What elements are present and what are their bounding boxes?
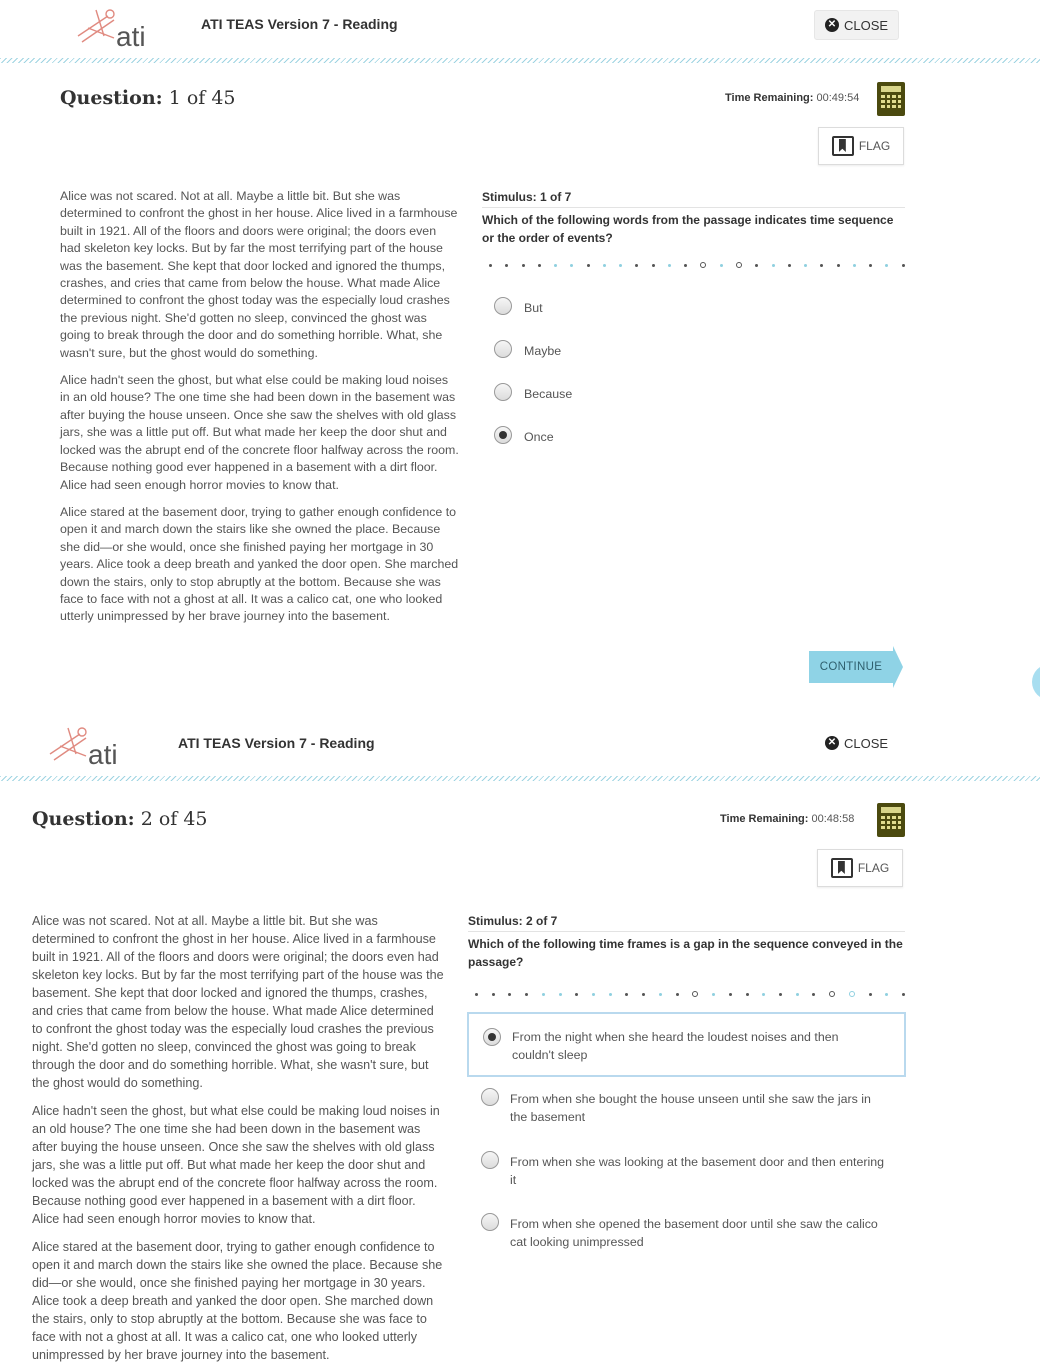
passage-paragraph: Alice was not scared. Not at all. Maybe a little bit. But she was determined to confront the ghost in her house. Alice lived in a farmhouse built in 1921. All of the floors and doors were original; the doors even had skeleton key locks. But by far the most terrifying part of the house was the basement. She kept that door locked and ignored the thumps, crashes, and cries that came from below the house. What made Alice determined to confront the ghost today was the especially loud crashes the previous night. She'd gotten no sleep, convinced the ghost was going to break through the door and do something horrible. What, she wasn't sure, but the ghost would do something. [60,189,458,360]
progress-dot [684,264,687,267]
question-screen-2 [0,718,1040,1372]
progress-dots [475,991,905,997]
svg-text:ati: ati [88,739,118,768]
progress-dot [885,993,888,996]
continue-button[interactable]: CONTINUE [809,651,893,683]
close-label: CLOSE [844,17,889,33]
answer-option-selected[interactable] [494,426,554,446]
progress-dot [676,993,679,996]
flag-button[interactable] [818,127,904,165]
progress-dot [489,264,492,267]
radio-button-selected[interactable] [483,1028,501,1046]
app-title: ATI TEAS Version 7 - Reading [201,16,398,32]
progress-dot [575,993,578,996]
progress-dot [902,264,905,267]
progress-dot [796,993,799,996]
flag-label: FLAG [858,139,891,153]
progress-dot [642,993,645,996]
option-label: From when she bought the house unseen until she saw the jars in the basement [510,1092,871,1124]
progress-dots [489,262,905,268]
answer-option-selected[interactable] [467,1012,906,1077]
option-label: Because [524,387,573,401]
progress-dot [635,264,638,267]
progress-dot [592,993,595,996]
progress-dot [554,264,557,267]
question-text: Which of the following time frames is a gap in the sequence conveyed in the passage? [468,937,903,969]
radio-button[interactable] [481,1088,499,1106]
progress-dot [820,264,823,267]
close-icon: ✕ [825,18,839,32]
progress-dot [804,264,807,267]
progress-dot [652,264,655,267]
progress-dot [700,262,706,268]
progress-dot [788,264,791,267]
progress-dot [869,264,872,267]
header-divider [0,776,1040,781]
progress-dot [619,264,622,267]
calculator-icon[interactable] [877,82,905,116]
progress-dot [542,993,545,996]
progress-dot [625,993,628,996]
close-button[interactable] [814,10,899,40]
progress-dot [668,264,671,267]
progress-dot [508,993,511,996]
calculator-icon[interactable] [877,803,905,837]
progress-dot [837,264,840,267]
close-button[interactable] [815,728,898,758]
progress-dot [829,991,835,997]
passage-paragraph: Alice was not scared. Not at all. Maybe a little bit. But she was determined to confront the ghost in her house. Alice lived in a farmhouse built in 1921. All of the floors and doors were original; the doors even had skeleton key locks. But by far the most terrifying part of the house was the basement. She kept that door locked and ignored the thumps, crashes, and cries that came from below the house. What made Alice determined to confront the ghost today was the especially loud crashes the previous night. She'd gotten no sleep, convinced the ghost was going to break through the door and do something horrible. What, she wasn't sure, but the ghost would do something. [32,914,444,1090]
answer-option[interactable] [494,383,572,403]
progress-dot [729,993,732,996]
progress-dot [609,993,612,996]
answer-option[interactable] [481,1213,891,1251]
progress-dot [559,993,562,996]
progress-dot [505,264,508,267]
passage-paragraph: Alice stared at the basement door, trying to gather enough confidence to open it and march down the stairs like she owned the place. Because she did—or she would, once she finished paying her mortgage in 30 years. Alice took a deep breath and yanked the door open. She marched down the stairs, only to stop abruptly at the bottom. Because she was face to face with not a ghost at all. It was a calico cat, one who looked utterly unimpressed by her brave journey into the basement. [60,504,459,624]
question-text: Which of the following words from the passage indicates time sequence or the order of events? [482,213,894,245]
flag-button[interactable] [817,849,903,887]
progress-dot [849,991,855,997]
progress-dot [492,993,495,996]
progress-dot [659,993,662,996]
app-title: ATI TEAS Version 7 - Reading [178,735,375,751]
progress-dot [902,993,905,996]
svg-text:ati: ati [116,21,146,50]
progress-dot [720,264,723,267]
progress-dot [746,993,749,996]
passage-paragraph: Alice hadn't seen the ghost, but what else could be making loud noises in an old house? The one time she had been down in the basement was after buying the house unseen. Once she saw the shelves with old glass jars, she was a little put off. But what made her keep the door shut and locked was the abrupt end of the concrete floor halfway across the room. Because nothing good ever happened in a basement with a dirt floor. Alice had seen enough horror movies to know that. [32,1104,440,1226]
radio-button[interactable] [494,340,512,358]
close-icon: ✕ [825,736,839,750]
option-label: But [524,301,543,315]
radio-button-selected[interactable] [494,426,512,444]
progress-dot [525,993,528,996]
flag-icon [831,858,853,878]
stimulus-block [468,914,905,971]
ati-logo [46,724,130,768]
progress-dot [475,993,478,996]
radio-button[interactable] [494,383,512,401]
option-label: Maybe [524,344,562,358]
progress-dot [522,264,525,267]
time-remaining: Time Remaining: 00:48:58 [720,813,855,825]
progress-dot [812,993,815,996]
option-label: From when she was looking at the basement door and then entering it [510,1155,885,1187]
radio-button[interactable] [494,297,512,315]
progress-dot [869,993,872,996]
passage-paragraph: Alice stared at the basement door, trying to gather enough confidence to open it and march down the stairs like she owned the place. Because she did—or she would, once she finished paying her mortgage in 30 years. Alice took a deep breath and yanked the door open. She marched down the stairs, only to stop abruptly at the bottom. Because she was face to face with not a ghost at all. It was a calico cat, one who looked utterly unimpressed by her brave journey into the basement. [32,1240,443,1362]
progress-dot [736,262,742,268]
progress-dot [712,993,715,996]
top-bar [0,718,1040,776]
progress-dot [570,264,573,267]
close-label: CLOSE [844,735,889,751]
radio-button[interactable] [481,1151,499,1169]
progress-dot [779,993,782,996]
option-label: Once [524,430,554,444]
ati-logo [74,6,158,50]
question-title: Question: 1 of 45 [60,87,236,109]
progress-dot [587,264,590,267]
progress-dot [692,991,698,997]
passage-paragraph: Alice hadn't seen the ghost, but what else could be making loud noises in an old house? The one time she had been down in the basement was after buying the house unseen. Once she saw the shelves with old glass jars, she was a little put off. But what made her keep the door shut and locked was the abrupt end of the concrete floor halfway across the room. Because nothing good ever happened in a basement with a dirt floor. Alice had seen enough horror movies to know that. [60,373,459,492]
reading-passage [32,912,444,1372]
stimulus-label: Stimulus: 1 of 7 [482,190,905,208]
radio-button[interactable] [481,1213,499,1231]
flag-icon [832,136,854,156]
answer-option[interactable] [494,297,543,317]
progress-dot [762,993,765,996]
reading-passage [60,188,460,636]
stimulus-label: Stimulus: 2 of 7 [468,914,905,932]
question-title: Question: 2 of 45 [32,808,208,830]
progress-dot [853,264,856,267]
option-label: From the night when she heard the loudest noises and then couldn't sleep [512,1030,839,1062]
progress-dot [885,264,888,267]
answer-option[interactable] [481,1151,891,1189]
progress-dot [755,264,758,267]
progress-dot [772,264,775,267]
option-label: From when she opened the basement door until she saw the calico cat looking unimpressed [510,1217,878,1249]
stimulus-block [482,190,905,247]
header-divider [0,58,1040,63]
flag-label: FLAG [857,861,890,875]
answer-option[interactable] [494,340,561,360]
answer-option[interactable] [481,1088,891,1126]
time-remaining: Time Remaining: 00:49:54 [725,92,860,104]
progress-dot [538,264,541,267]
top-bar [0,0,1040,58]
progress-dot [603,264,606,267]
